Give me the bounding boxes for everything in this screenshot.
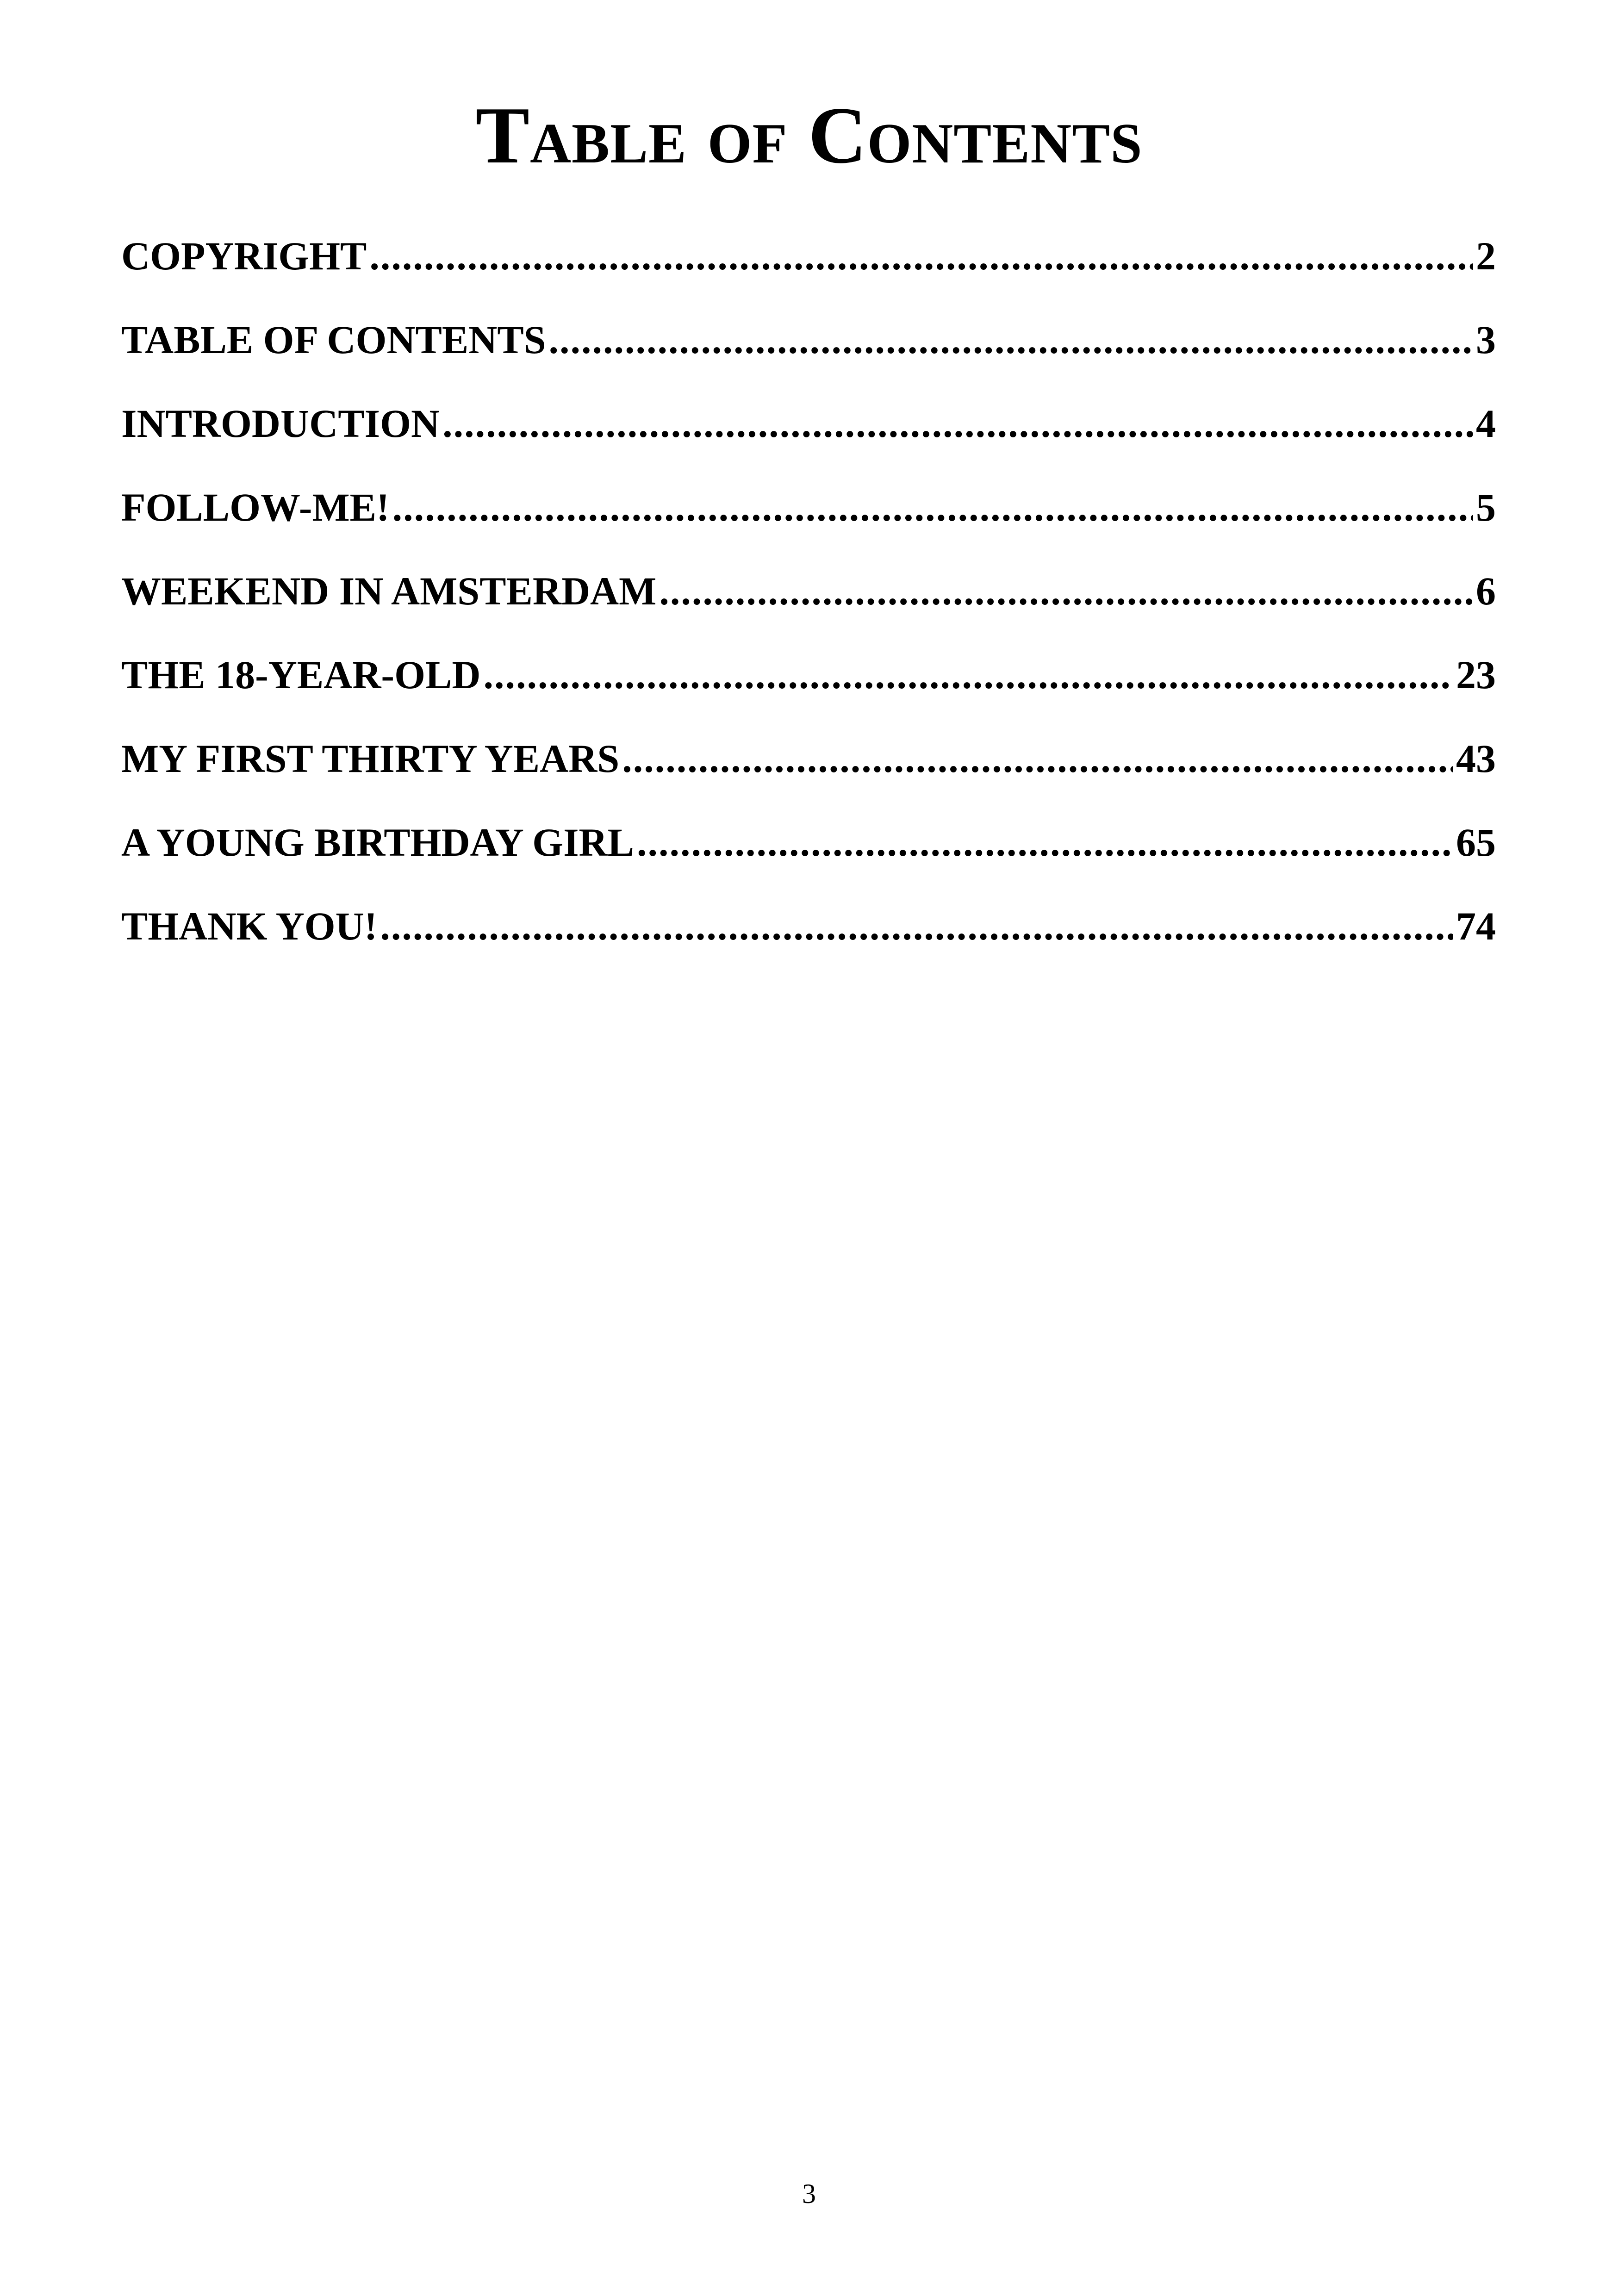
toc-entry-page: 4 [1476,401,1496,446]
dot-leader [622,739,1453,778]
toc-entry-label: THE 18-YEAR-OLD [121,653,481,697]
toc-entry-the-18-year-old[interactable] [121,655,1496,739]
dot-leader [659,571,1473,611]
dot-leader [369,236,1473,276]
toc-entry-weekend-in-amsterdam[interactable] [121,571,1496,655]
toc-entry-label: MY FIRST THIRTY YEARS [121,736,620,781]
toc-entry-introduction[interactable] [121,401,1496,487]
page-title: Table of Contents [475,90,1143,180]
toc-entry-page: 6 [1476,569,1496,613]
toc-entry-page: 65 [1456,820,1496,865]
dot-leader [442,404,1473,443]
toc-entry-page: 74 [1456,904,1496,948]
toc-entry-label: TABLE OF CONTENTS [121,317,546,362]
toc-entry-page: 23 [1456,653,1496,697]
dot-leader [549,320,1473,360]
toc-entry-page: 3 [1476,317,1496,362]
dot-leader [380,906,1453,946]
toc-entry-copyright[interactable] [121,236,1496,320]
toc-entry-thank-you[interactable] [121,906,1496,990]
dot-leader [637,822,1453,862]
toc-entry-page: 2 [1476,234,1496,278]
dot-leader [483,655,1453,695]
toc-entry-my-first-thirty-years[interactable] [121,736,1496,822]
table-of-contents [121,236,1496,990]
toc-entry-label: INTRODUCTION [121,401,440,446]
dot-leader [392,487,1473,527]
toc-entry-page: 5 [1476,485,1496,529]
toc-entry-label: FOLLOW-ME! [121,485,390,529]
toc-entry-label: THANK YOU! [121,904,378,948]
toc-entry-label: COPYRIGHT [121,234,367,278]
toc-entry-a-young-birthday-girl[interactable] [121,822,1496,906]
toc-entry-label: WEEKEND IN AMSTERDAM [121,569,657,613]
toc-entry-label: A YOUNG BIRTHDAY GIRL [121,820,635,865]
toc-entry-follow-me[interactable] [121,487,1496,571]
page-number: 3 [802,2178,816,2209]
toc-entry-table-of-contents[interactable] [121,317,1496,404]
toc-entry-page: 43 [1456,736,1496,781]
